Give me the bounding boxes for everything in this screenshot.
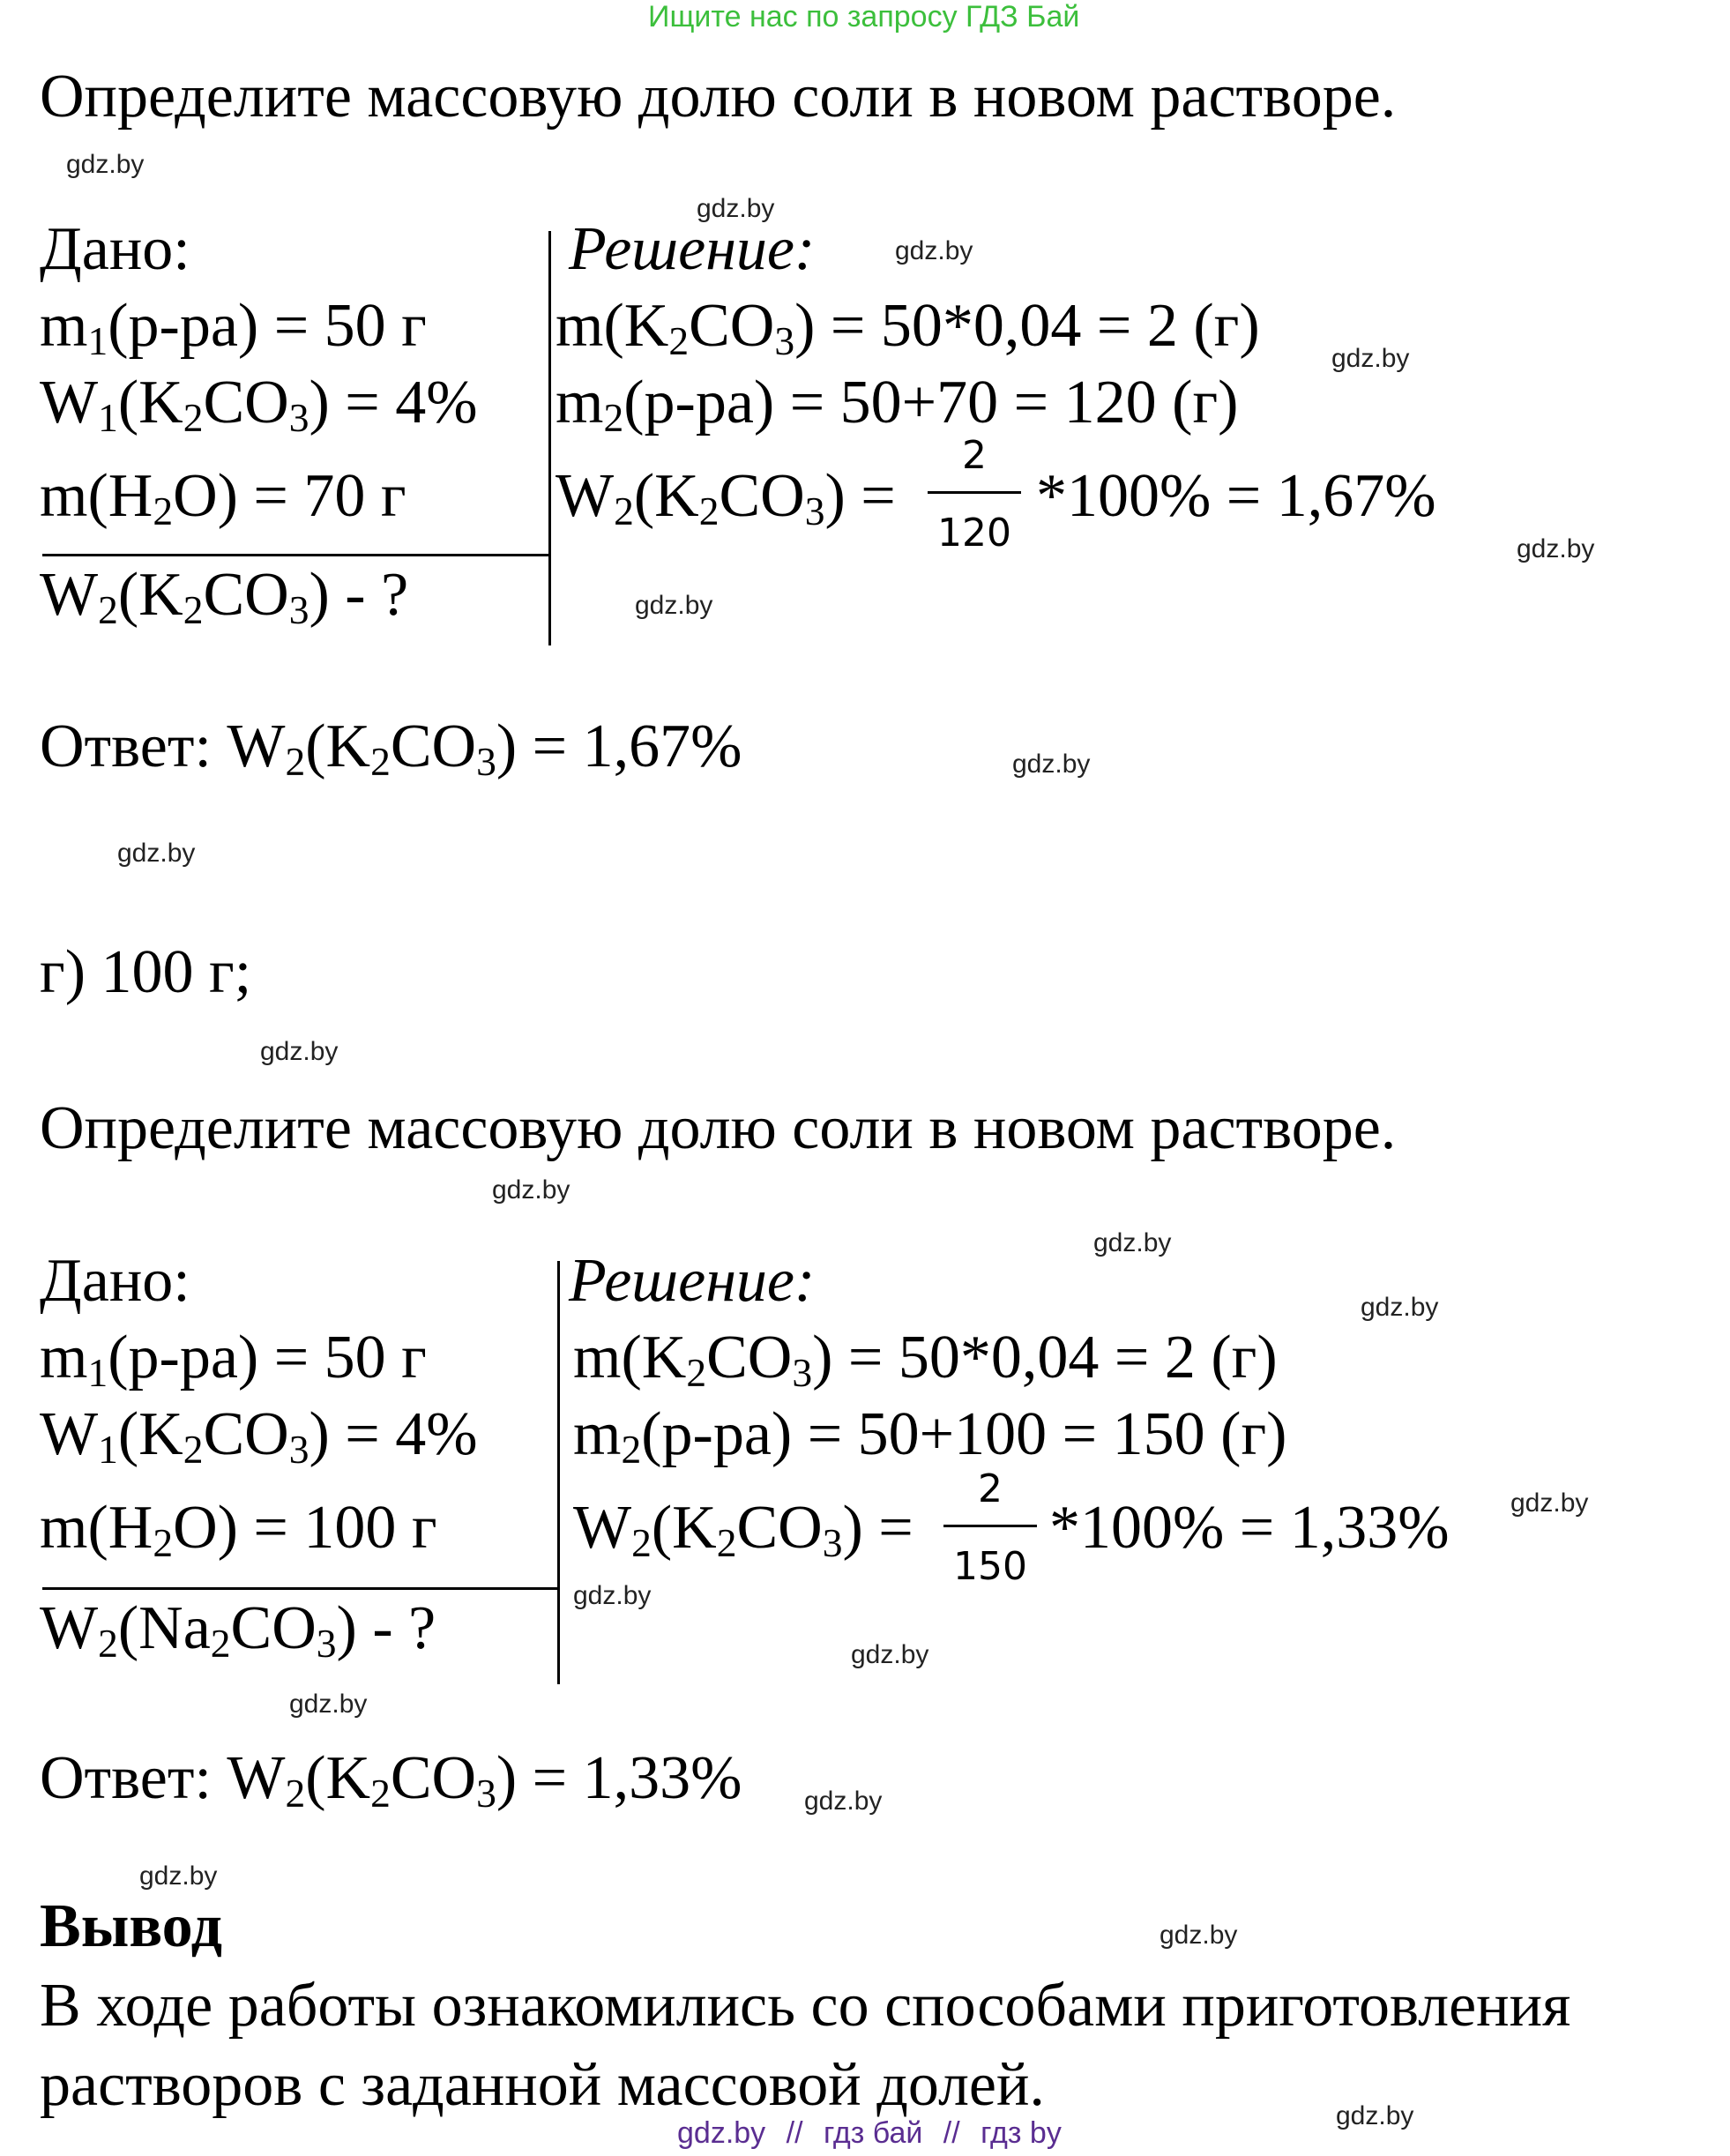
solution-line1-1: $m(K_2CO_3) = 50*0,04 = 2$ (г) xyxy=(556,292,1260,363)
fraction-denominator-2: 150 xyxy=(953,1544,1027,1589)
given-divider-1 xyxy=(42,554,549,556)
given-fraction-1: $W_1(K_2CO_3) = 4\%$ xyxy=(40,369,478,440)
solution-result-2: *100% = 1,33% xyxy=(1049,1494,1450,1562)
watermark: gdz.by xyxy=(66,150,145,179)
given-mass-1: $m_1(р-ра) = 50$ г xyxy=(40,292,427,363)
footer-separator: // xyxy=(786,2116,803,2150)
item-g: г) 100 г; xyxy=(40,938,252,1006)
watermark: gdz.by xyxy=(260,1037,339,1066)
footer-link-gdz-bai[interactable]: гдз бай xyxy=(824,2116,923,2150)
fraction-numerator-2: 2 xyxy=(978,1466,1003,1511)
given-water-2: $m(H_2O) = 100$ г xyxy=(40,1494,437,1565)
solution-line3-1: $W_2(K_2CO_3)$ = xyxy=(556,462,896,533)
given-divider-2 xyxy=(42,1587,558,1590)
watermark: gdz.by xyxy=(1331,344,1410,373)
watermark: gdz.by xyxy=(117,839,196,868)
column-divider-2 xyxy=(557,1261,560,1684)
find-2: $W_2(Na_2CO_3)$ - ? xyxy=(40,1594,436,1666)
task-statement-2: Определите массовую долю соли в новом растворе. xyxy=(40,1094,1397,1162)
conclusion-line2: растворов с заданной массовой долей. xyxy=(40,2051,1045,2119)
watermark: gdz.by xyxy=(289,1690,368,1719)
solution-line2-2: $m_2(р-ра) = 50+100 = 150$ (г) xyxy=(573,1400,1287,1472)
watermark: gdz.by xyxy=(1093,1228,1172,1257)
watermark: gdz.by xyxy=(1510,1488,1589,1518)
fraction-numerator-1: 2 xyxy=(962,433,987,478)
answer-2: Ответ: $W_2(K_2CO_3) = 1,33\%$ xyxy=(40,1744,742,1816)
footer-links xyxy=(677,2118,1062,2148)
conclusion-line1: В ходе работы ознакомились со способами приготовления xyxy=(40,1972,1571,2040)
given-label-2: Дано: xyxy=(40,1247,190,1315)
watermark: gdz.by xyxy=(573,1581,652,1610)
given-label-1: Дано: xyxy=(40,215,190,283)
watermark: gdz.by xyxy=(1012,750,1091,779)
watermark: gdz.by xyxy=(139,1861,218,1891)
given-fraction-2: $W_1(K_2CO_3) = 4\%$ xyxy=(40,1400,478,1472)
footer-link-gdz-by-cyr[interactable]: гдз by xyxy=(981,2116,1062,2150)
column-divider-1 xyxy=(548,231,551,645)
fraction-bar-2 xyxy=(943,1525,1037,1527)
conclusion-heading: Вывод xyxy=(40,1892,223,1960)
footer-link-gdz-by[interactable]: gdz.by xyxy=(677,2116,766,2150)
top-banner[interactable]: Ищите нас по запросу ГДЗ Бай xyxy=(648,0,1080,34)
watermark: gdz.by xyxy=(1160,1921,1238,1950)
watermark: gdz.by xyxy=(697,194,775,223)
solution-result-1: *100% = 1,67% xyxy=(1036,462,1436,530)
solution-line2-1: $m_2(р-ра) = 50+70 = 120$ (г) xyxy=(556,369,1239,440)
watermark: gdz.by xyxy=(804,1787,883,1816)
watermark: gdz.by xyxy=(492,1175,570,1205)
watermark: gdz.by xyxy=(1361,1293,1439,1322)
watermark: gdz.by xyxy=(635,591,713,620)
solution-line1-2: $m(K_2CO_3) = 50*0,04 = 2$ (г) xyxy=(573,1324,1278,1395)
watermark: gdz.by xyxy=(1517,534,1595,563)
watermark: gdz.by xyxy=(1336,2101,1414,2130)
watermark: gdz.by xyxy=(851,1640,929,1669)
task-statement-1: Определите массовую долю соли в новом растворе. xyxy=(40,63,1397,131)
watermark: gdz.by xyxy=(895,236,973,265)
given-mass-2: $m_1(р-ра) = 50$ г xyxy=(40,1324,427,1395)
solution-line3-2: $W_2(K_2CO_3)$ = xyxy=(573,1494,913,1565)
solution-label-2: Решение: xyxy=(569,1247,816,1315)
footer-separator: // xyxy=(943,2116,960,2150)
find-1: $W_2(K_2CO_3)$ - ? xyxy=(40,561,409,632)
given-water-1: $m(H_2O) = 70$ г xyxy=(40,462,406,533)
solution-label-1: Решение: xyxy=(569,215,816,283)
answer-1: Ответ: $W_2(K_2CO_3) = 1,67\%$ xyxy=(40,712,742,784)
fraction-denominator-1: 120 xyxy=(937,511,1011,556)
fraction-bar-1 xyxy=(928,491,1021,494)
